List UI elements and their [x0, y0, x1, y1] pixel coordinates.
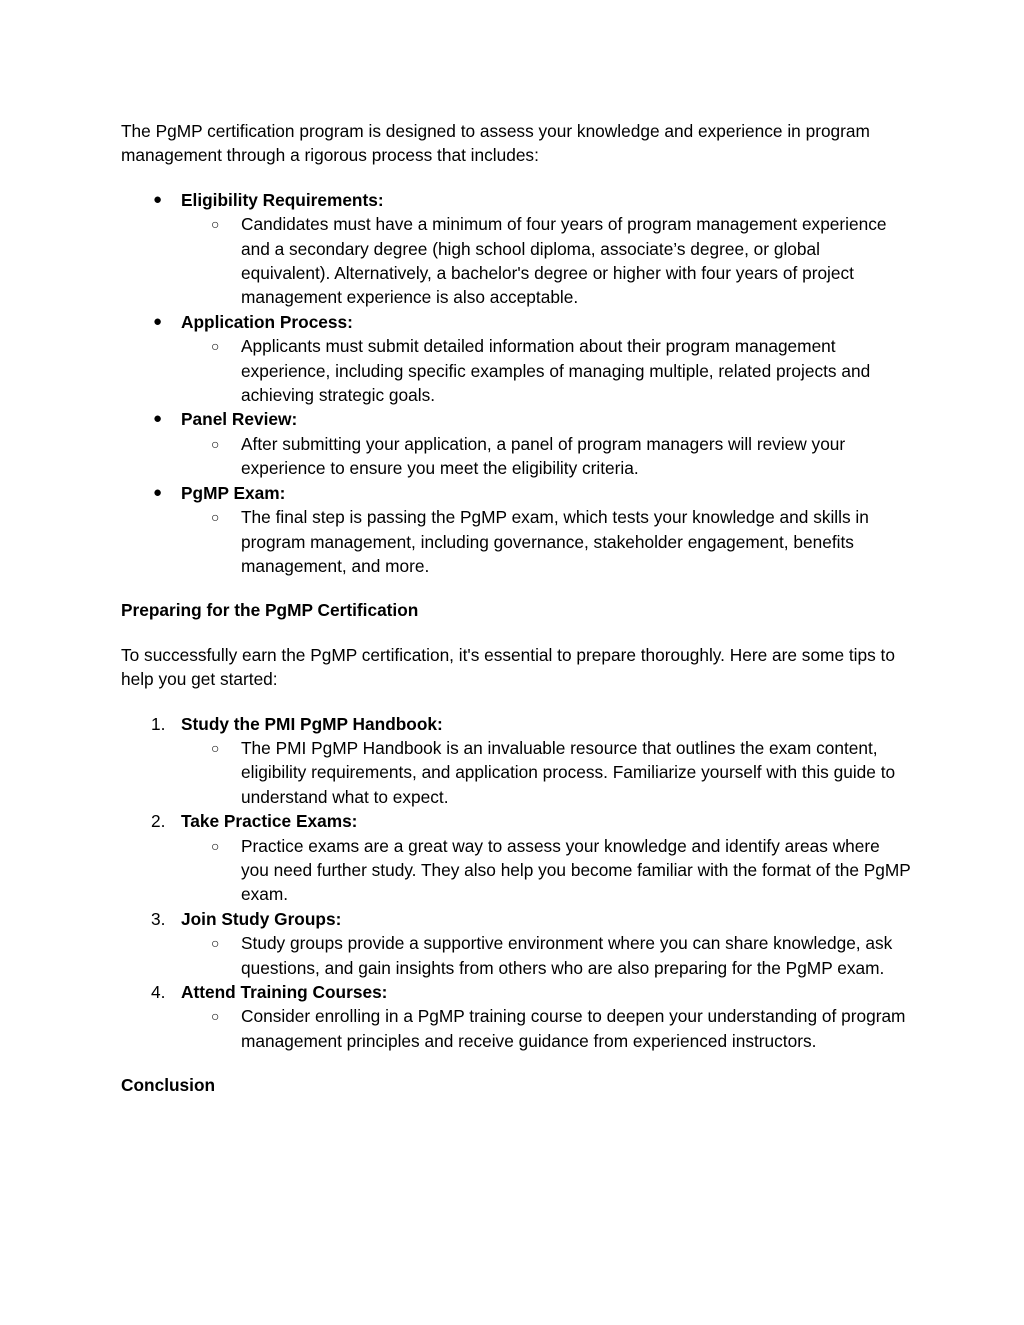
- hollow-bullet-marker: ○: [211, 935, 220, 952]
- list-item: [121, 188, 911, 310]
- list-item: [121, 809, 911, 907]
- section-heading-preparing: Preparing for the PgMP Certification: [121, 600, 419, 621]
- list-item: [121, 907, 911, 980]
- hollow-bullet-marker: ○: [211, 739, 220, 756]
- sub-list-item: [181, 334, 911, 407]
- list-item-title: PgMP Exam:: [181, 482, 286, 503]
- bullet-marker: ●: [153, 190, 163, 208]
- list-item-title: Application Process:: [181, 311, 353, 332]
- bullet-marker: ●: [153, 312, 163, 330]
- sub-list-item: [181, 212, 911, 310]
- sub-list-item: [181, 931, 911, 980]
- document-page: [121, 119, 911, 1098]
- sub-list-item-text: Applicants must submit detailed information about their program management experience, including specific examples of managing multiple, related projects and achieving strategic goals.: [241, 336, 871, 406]
- sub-list: [181, 212, 911, 310]
- intro-paragraph: The PgMP certification program is designed to assess your knowledge and experience in program management through a rigorous process that includes:: [121, 121, 870, 166]
- bullet-marker: ●: [153, 483, 163, 501]
- number-marker: 3.: [151, 908, 166, 929]
- hollow-bullet-marker: ○: [211, 837, 220, 854]
- sub-list-item-text: Practice exams are a great way to assess your knowledge and identify areas where you need further study. They also help you become familiar with the format of the PgMP exam.: [241, 835, 911, 905]
- hollow-bullet-marker: ○: [211, 435, 220, 452]
- sub-list-item-text: After submitting your application, a panel of program managers will review your experience to ensure you meet the eligibility criteria.: [241, 433, 846, 479]
- sub-list-item-text: Consider enrolling in a PgMP training course to deepen your understanding of program management principles and receive guidance from experienced instructors.: [241, 1006, 906, 1051]
- bullet-marker: ●: [153, 410, 163, 428]
- list-item: [121, 407, 911, 480]
- list-item-title: Take Practice Exams:: [181, 811, 358, 832]
- sub-list: [181, 1004, 911, 1053]
- list-item: [121, 712, 911, 810]
- list-item: [121, 310, 911, 408]
- list-item-title: Eligibility Requirements:: [181, 189, 384, 210]
- list-item-title: Join Study Groups:: [181, 908, 342, 929]
- hollow-bullet-marker: ○: [211, 216, 220, 233]
- sub-list: [181, 334, 911, 407]
- sub-list-item: [181, 736, 911, 809]
- sub-list-item-text: The final step is passing the PgMP exam, which tests your knowledge and skills in program management, including governance, stakeholder engagement, benefits management, and more.: [241, 507, 869, 576]
- hollow-bullet-marker: ○: [211, 509, 220, 526]
- list-item-title: Study the PMI PgMP Handbook:: [181, 713, 443, 734]
- sub-list: [181, 505, 911, 578]
- sub-list-item: [181, 834, 911, 907]
- process-list: [121, 188, 911, 579]
- tips-list: [121, 712, 911, 1054]
- list-item-title: Panel Review:: [181, 409, 298, 430]
- hollow-bullet-marker: ○: [211, 338, 220, 355]
- number-marker: 2.: [151, 811, 166, 832]
- sub-list: [181, 432, 911, 481]
- sub-list: [181, 931, 911, 980]
- section-heading-conclusion: Conclusion: [121, 1075, 216, 1096]
- sub-list-item-text: Candidates must have a minimum of four years of program management experience and a secondary degree (high school diploma, associate’s degree, or global equivalent). Alternatively, a bachelor's degree or higher with four years of project management experience is also acceptable.: [241, 214, 887, 308]
- list-item: [121, 980, 911, 1053]
- sub-list-item: [181, 1004, 911, 1053]
- preparing-intro-paragraph: To successfully earn the PgMP certification, it's essential to prepare thoroughly. Here are some tips to help you get started:: [121, 644, 895, 690]
- sub-list-item-text: The PMI PgMP Handbook is an invaluable resource that outlines the exam content, eligibility requirements, and application process. Familiarize yourself with this guide to understand what to expect.: [241, 737, 896, 807]
- sub-list: [181, 834, 911, 907]
- list-item-title: Attend Training Courses:: [181, 982, 388, 1002]
- sub-list-item: [181, 505, 911, 578]
- list-item: [121, 481, 911, 579]
- hollow-bullet-marker: ○: [211, 1008, 220, 1025]
- sub-list: [181, 736, 911, 809]
- sub-list-item: [181, 432, 911, 481]
- number-marker: 4.: [151, 982, 166, 1002]
- sub-list-item-text: Study groups provide a supportive environment where you can share knowledge, ask questions, and gain insights from others who are also preparing for the PgMP exam.: [241, 933, 893, 978]
- number-marker: 1.: [151, 713, 166, 734]
